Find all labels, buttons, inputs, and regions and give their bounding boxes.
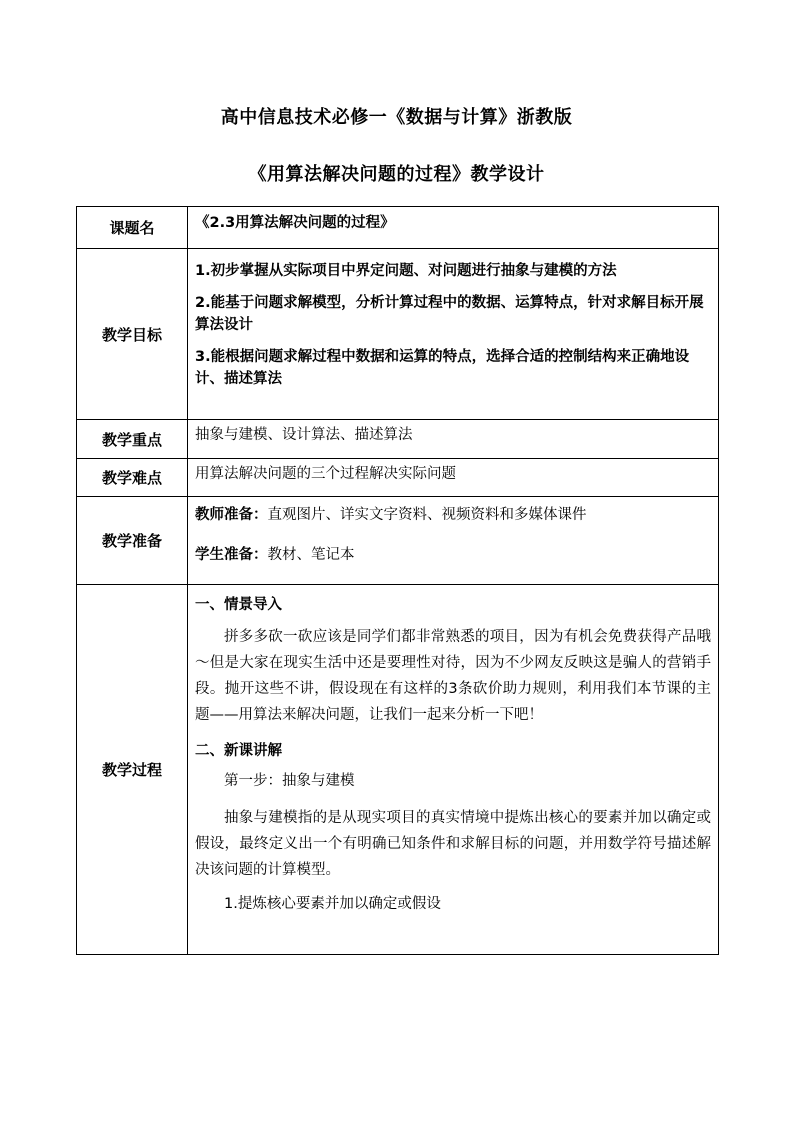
section-heading: 一、情景导入 [195, 597, 282, 613]
section-heading: 二、新课讲解 [195, 743, 282, 759]
goal-item: 1.初步掌握从实际项目中界定问题、对问题进行抽象与建模的方法 [195, 263, 617, 279]
topic-cell [188, 207, 719, 249]
table-row-key-points [77, 420, 719, 459]
process-label: 教学过程 [77, 585, 188, 955]
goal-item: 2.能基于问题求解模型，分析计算过程中的数据、运算特点，针对求解目标开展算法设计 [195, 295, 704, 333]
intro-paragraph: 拼多多砍一砍应该是同学们都非常熟悉的项目，因为有机会免费获得产品哦～但是大家在现实生活中还是要理性对待，因为不少网友反映这是骗人的营销手段。抛开这些不讲，假设现在有这样的3条砍价助力规则，利用我们本节课的主题——用算法来解决问题，让我们一起来分析一下吧！ [195, 629, 711, 723]
difficulty-cell [188, 459, 719, 497]
student-preparation-label: 学生准备： [195, 547, 268, 563]
document-subtitle: 《用算法解决问题的过程》教学设计 [248, 164, 545, 185]
preparation-label: 教学准备 [77, 497, 188, 585]
topic-value: 《2.3用算法解决问题的过程》 [195, 215, 395, 231]
goals-label: 教学目标 [77, 249, 188, 420]
goal-item: 3.能根据问题求解过程中数据和运算的特点，选择合适的控制结构来正确地设计、描述算法 [195, 349, 690, 387]
difficulty-label: 教学难点 [77, 459, 188, 497]
key-points-label: 教学重点 [77, 420, 188, 459]
preparation-cell [188, 497, 719, 585]
student-preparation-value: 教材、笔记本 [267, 547, 355, 563]
lesson-plan-table [76, 206, 719, 955]
table-row-difficulty [77, 459, 719, 497]
step-heading: 第一步：抽象与建模 [224, 773, 355, 789]
key-points-cell [188, 420, 719, 459]
goals-cell [188, 249, 719, 420]
sub-heading: 1.提炼核心要素并加以确定或假设 [224, 896, 441, 912]
table-row-process [77, 585, 719, 955]
difficulty-value: 用算法解决问题的三个过程解决实际问题 [195, 466, 456, 482]
topic-label: 课题名 [77, 207, 188, 249]
process-cell [188, 585, 719, 955]
table-row-preparation [77, 497, 719, 585]
student-preparation [195, 544, 711, 566]
teacher-preparation [195, 504, 711, 526]
table-row-goals [77, 249, 719, 420]
table-row-topic [77, 207, 719, 249]
step-paragraph: 抽象与建模指的是从现实项目的真实情境中提炼出核心的要素并加以确定或假设，最终定义出一个有明确已知条件和求解目标的问题，并用数学符号描述解决该问题的计算模型。 [195, 810, 711, 878]
teacher-preparation-label: 教师准备： [195, 507, 268, 523]
key-points-value: 抽象与建模、设计算法、描述算法 [195, 427, 413, 443]
teacher-preparation-value: 直观图片、详实文字资料、视频资料和多媒体课件 [267, 507, 587, 523]
document-title: 高中信息技术必修一《数据与计算》浙教版 [220, 107, 573, 128]
